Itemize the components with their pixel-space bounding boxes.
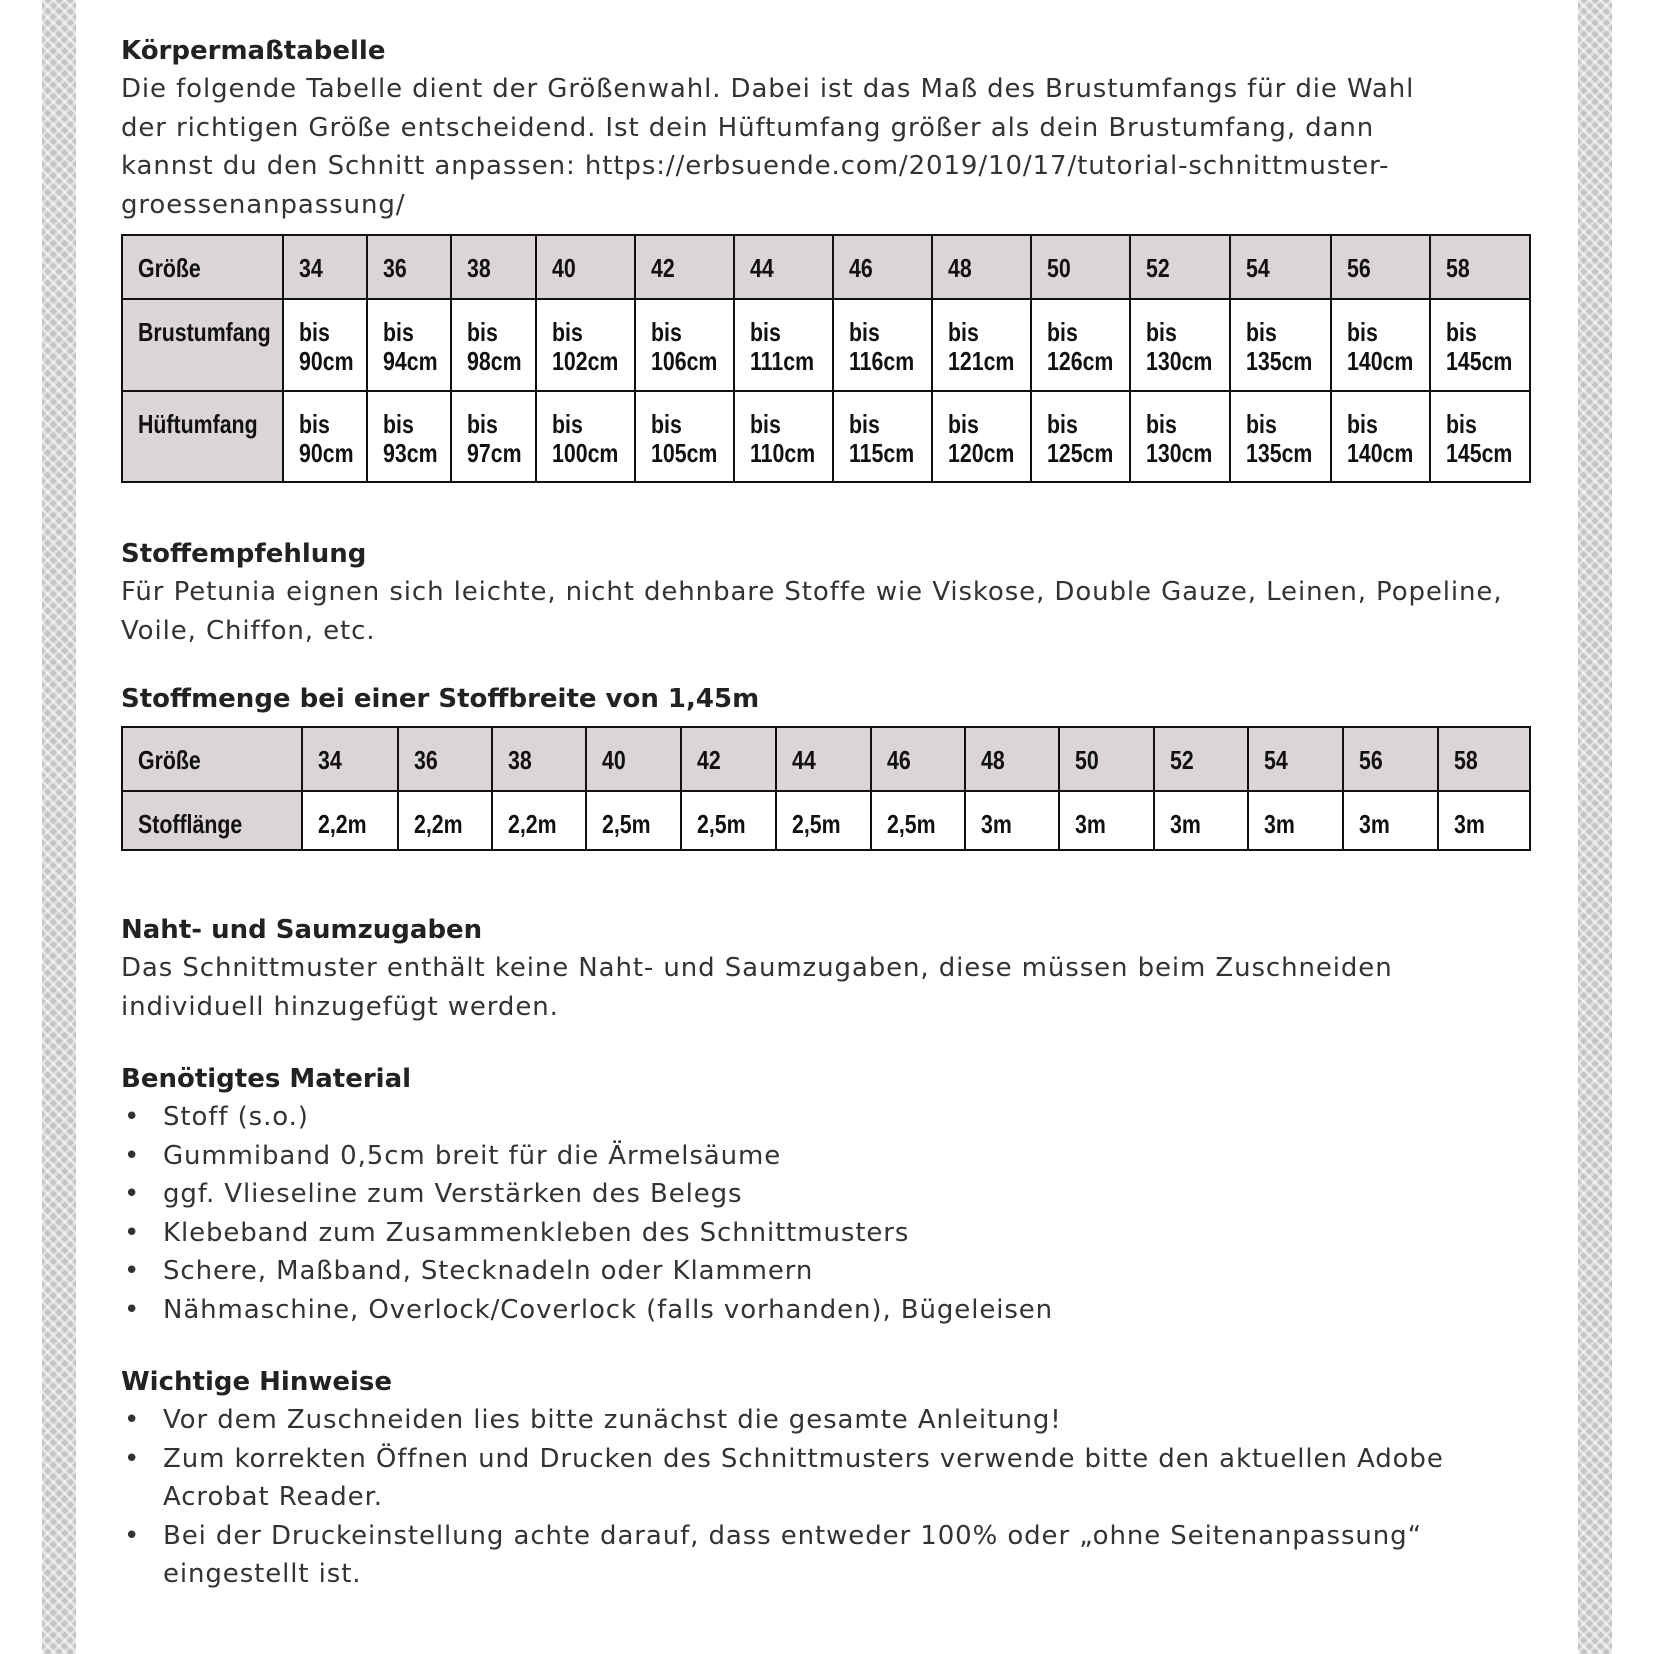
bullet-icon: • [124, 1102, 141, 1132]
table-cell: bis 126cm [1031, 299, 1130, 391]
size-header-cell: 48 [932, 235, 1031, 299]
table-cell: 2,5m [586, 791, 681, 850]
table-cell: bis 102cm [536, 299, 635, 391]
table-cell: bis 145cm [1430, 299, 1530, 391]
table-cell: 3m [1154, 791, 1248, 850]
fabric-amount-heading: Stoffmenge bei einer Stoffbreite von 1,45m [121, 684, 760, 714]
size-header-cell: 34 [302, 727, 397, 791]
table-cell: 2,5m [681, 791, 776, 850]
table-cell: bis 90cm [283, 299, 367, 391]
size-header-cell: 38 [451, 235, 535, 299]
body-measurements-table [121, 234, 1531, 483]
size-header-cell: 58 [1438, 727, 1530, 791]
size-header-cell: 46 [871, 727, 965, 791]
table-cell: 2,5m [871, 791, 965, 850]
bullet-icon: • [124, 1256, 141, 1286]
table-cell: bis 121cm [932, 299, 1031, 391]
table-cell: bis 135cm [1230, 299, 1331, 391]
table-cell: 2,2m [492, 791, 586, 850]
table-cell: bis 130cm [1130, 391, 1229, 482]
table-row [122, 299, 1530, 391]
seam-allowance-text: Das Schnittmuster enthält keine Naht- und Saumzugaben, diese müssen beim Zuschneiden individuell hinzugefügt werden. [121, 953, 1393, 1022]
size-header-cell: 34 [283, 235, 367, 299]
table-cell: bis 116cm [833, 299, 932, 391]
list-item: • Zum korrekten Öffnen und Drucken des Schnittmusters verwende bitte den aktuellen Adobe Acrobat Reader. [121, 1440, 1481, 1517]
size-header-cell: 40 [536, 235, 635, 299]
table-cell: bis 125cm [1031, 391, 1130, 482]
bullet-icon: • [124, 1294, 141, 1325]
table-cell: bis 110cm [734, 391, 833, 482]
decorative-border-left [42, 0, 76, 1654]
size-header-cell: 54 [1230, 235, 1331, 299]
list-item: • Nähmaschine, Overlock/Coverlock (falls vorhanden), Bügeleisen [121, 1291, 1531, 1330]
table-cell: 2,2m [398, 791, 492, 850]
table-cell: 2,2m [302, 791, 397, 850]
list-item: • Vor dem Zuschneiden lies bitte zunächst die gesamte Anleitung! [121, 1401, 1481, 1440]
table-cell: bis 120cm [932, 391, 1031, 482]
fabric-amount-table [121, 726, 1531, 851]
list-item: • Gummiband 0,5cm breit für die Ärmelsäume [121, 1137, 1531, 1176]
size-header-cell: 38 [492, 727, 586, 791]
materials-heading: Benötigtes Material [121, 1064, 412, 1094]
table-cell: bis 97cm [451, 391, 535, 482]
table-cell: 2,5m [776, 791, 870, 850]
body-measurements-heading: Körpermaßtabelle [121, 36, 386, 66]
list-item: • Schere, Maßband, Stecknadeln oder Klammern [121, 1252, 1531, 1291]
size-header-cell: 56 [1331, 235, 1430, 299]
list-item: • ggf. Vlieseline zum Verstärken des Belegs [121, 1175, 1531, 1214]
bullet-icon: • [124, 1405, 141, 1435]
notes-list [121, 1401, 1481, 1594]
size-header-cell: 42 [681, 727, 776, 791]
size-header-cell: 54 [1248, 727, 1343, 791]
row-label-cell: Brustumfang [122, 299, 283, 391]
table-cell: bis 90cm [283, 391, 367, 482]
table-row [122, 791, 1530, 850]
table-cell: 3m [1248, 791, 1343, 850]
row-label-cell: Stofflänge [122, 791, 302, 850]
table-cell: bis 100cm [536, 391, 635, 482]
fabric-recommendation-heading: Stoffempfehlung [121, 539, 367, 569]
table-cell: bis 105cm [635, 391, 734, 482]
table-header-row [122, 235, 1530, 299]
table-cell: bis 145cm [1430, 391, 1530, 482]
table-header-row [122, 727, 1530, 791]
row-label-cell: Hüftumfang [122, 391, 283, 482]
bullet-icon: • [124, 1179, 141, 1209]
table-cell: bis 135cm [1230, 391, 1331, 482]
list-item: • Stoff (s.o.) [121, 1098, 1531, 1137]
table-cell: bis 106cm [635, 299, 734, 391]
size-header-cell: 48 [965, 727, 1059, 791]
seam-allowance-heading: Naht- und Saumzugaben [121, 915, 483, 945]
bullet-icon: • [124, 1520, 141, 1551]
size-header-cell: 44 [734, 235, 833, 299]
header-label-cell: Größe [122, 727, 302, 791]
table-cell: bis 115cm [833, 391, 932, 482]
header-label-cell: Größe [122, 235, 283, 299]
list-item: • Klebeband zum Zusammenkleben des Schnittmusters [121, 1214, 1531, 1253]
page-content [121, 32, 1531, 1594]
body-measurements-text: Die folgende Tabelle dient der Größenwahl. Dabei ist das Maß des Brustumfangs für die Wahl der richtigen Größe entscheidend. Ist dein Hüftumfang größer als dein Brustumfang, dann kannst du den Schnitt anpassen: https://erbsuende.com/2019/10/17/tutorial-schnittmuster-groessenanpassung/ [121, 74, 1415, 220]
table-row [122, 391, 1530, 482]
table-cell: bis 140cm [1331, 299, 1430, 391]
bullet-icon: • [124, 1443, 141, 1474]
table-cell: 3m [1059, 791, 1154, 850]
size-header-cell: 58 [1430, 235, 1530, 299]
list-item: • Bei der Druckeinstellung achte darauf, dass entweder 100% oder „ohne Seitenanpassung“ eingestellt ist. [121, 1517, 1481, 1594]
table-cell: bis 130cm [1130, 299, 1229, 391]
size-header-cell: 52 [1154, 727, 1248, 791]
size-header-cell: 44 [776, 727, 870, 791]
size-header-cell: 42 [635, 235, 734, 299]
size-header-cell: 50 [1059, 727, 1154, 791]
size-header-cell: 52 [1130, 235, 1229, 299]
table-cell: 3m [965, 791, 1059, 850]
table-cell: bis 140cm [1331, 391, 1430, 482]
size-header-cell: 36 [398, 727, 492, 791]
size-header-cell: 36 [367, 235, 451, 299]
size-header-cell: 50 [1031, 235, 1130, 299]
bullet-icon: • [124, 1140, 141, 1171]
size-header-cell: 56 [1343, 727, 1437, 791]
table-cell: bis 94cm [367, 299, 451, 391]
table-cell: bis 111cm [734, 299, 833, 391]
materials-list [121, 1098, 1531, 1329]
size-header-cell: 46 [833, 235, 932, 299]
notes-heading: Wichtige Hinweise [121, 1367, 393, 1397]
fabric-recommendation-text: Für Petunia eignen sich leichte, nicht dehnbare Stoffe wie Viskose, Double Gauze, Leinen, Popeline, Voile, Chiffon, etc. [121, 577, 1503, 646]
table-cell: bis 93cm [367, 391, 451, 482]
decorative-border-right [1578, 0, 1612, 1654]
table-cell: bis 98cm [451, 299, 535, 391]
bullet-icon: • [124, 1217, 141, 1248]
table-cell: 3m [1343, 791, 1437, 850]
size-header-cell: 40 [586, 727, 681, 791]
table-cell: 3m [1438, 791, 1530, 850]
